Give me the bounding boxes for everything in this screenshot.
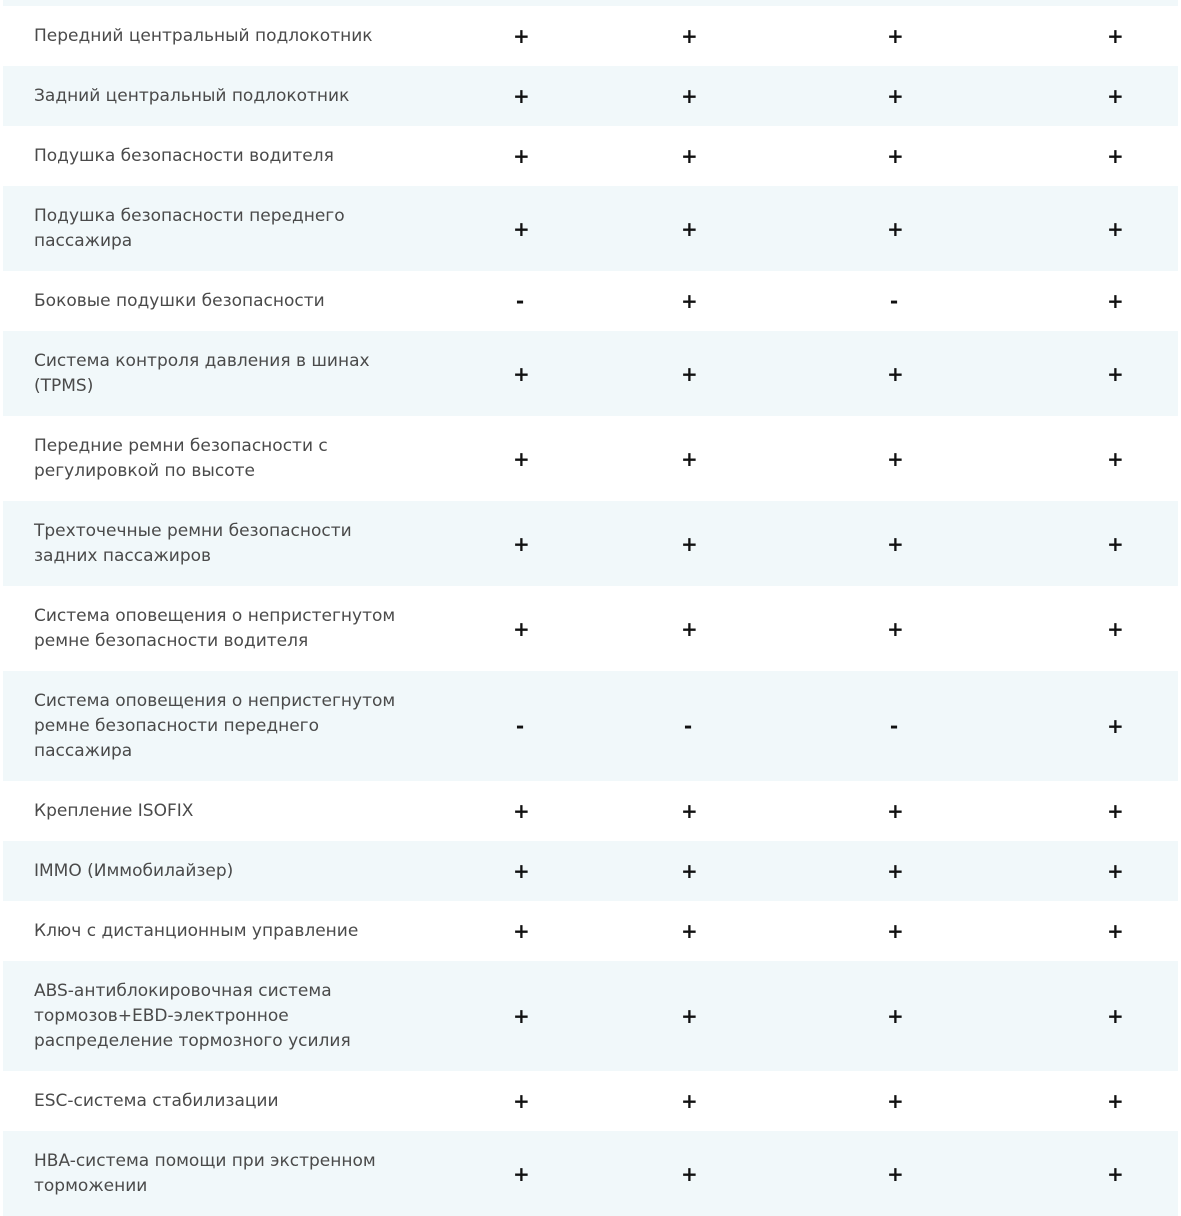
row-label: ABS-антиблокировочная система тормозов+EBD-электронное распределение тормозного усилия <box>3 961 433 1071</box>
row-label: Трехточечные ремни безопасности задних пассажиров <box>3 501 433 586</box>
row-label: HBA-система помощи при экстренном торможении <box>3 1131 433 1216</box>
trim-3-value: + <box>769 66 1021 126</box>
trim-2-value: + <box>681 24 698 48</box>
trim-1-value: + <box>433 331 601 416</box>
trim-2-value: + <box>681 446 698 471</box>
trim-2-value: + <box>681 144 698 168</box>
trim-4-value: + <box>1107 919 1124 943</box>
trim-2-value: + <box>601 841 769 901</box>
trim-4-value: + <box>1021 331 1178 416</box>
equipment-comparison-table <box>3 6 1178 1216</box>
row-label: Система контроля давления в шинах (TPMS) <box>3 331 433 416</box>
trim-1-value: + <box>433 961 601 1071</box>
table-row <box>3 1071 1178 1131</box>
trim-2-value: + <box>601 1131 769 1216</box>
table-row <box>3 901 1178 961</box>
trim-1-value: - <box>433 671 601 781</box>
row-label: Подушка безопасности переднего пассажира <box>3 186 433 271</box>
table-row <box>3 416 1178 501</box>
trim-3-value: + <box>887 616 904 641</box>
row-label: Передний центральный подлокотник <box>34 25 373 46</box>
trim-1-value: + <box>513 919 530 943</box>
trim-2-value: + <box>601 331 769 416</box>
trim-1-value: + <box>433 1131 601 1216</box>
trim-4-value: + <box>1021 841 1178 901</box>
trim-1-value: - <box>515 289 525 313</box>
table-row <box>3 781 1178 841</box>
row-label: Система оповещения о непристегнутом ремне безопасности водителя <box>34 605 396 651</box>
trim-3-value: - <box>889 289 899 313</box>
trim-4-value: + <box>1107 289 1124 313</box>
trim-2-value: + <box>601 186 769 271</box>
table-row <box>3 271 1178 331</box>
trim-1-value: + <box>433 66 601 126</box>
trim-2-value: + <box>681 289 698 313</box>
row-label: IMMO (Иммобилайзер) <box>3 841 433 901</box>
table-row <box>3 126 1178 186</box>
trim-3-value: + <box>887 144 904 168</box>
trim-1-value: + <box>433 186 601 271</box>
row-label: Задний центральный подлокотник <box>3 66 433 126</box>
table-row <box>3 841 1178 901</box>
trim-3-value: + <box>769 1131 1021 1216</box>
trim-4-value: + <box>1107 446 1124 471</box>
table-row <box>3 6 1178 66</box>
trim-4-value: + <box>1107 616 1124 641</box>
trim-1-value: + <box>513 616 530 641</box>
trim-3-value: + <box>769 186 1021 271</box>
table-row <box>3 961 1178 1071</box>
trim-4-value: + <box>1021 66 1178 126</box>
table-row <box>3 331 1178 416</box>
trim-1-value: + <box>513 799 530 823</box>
trim-3-value: + <box>887 446 904 471</box>
trim-3-value: - <box>769 671 1021 781</box>
table-row <box>3 1131 1178 1216</box>
table-row <box>3 671 1178 781</box>
table-row <box>3 66 1178 126</box>
trim-2-value: + <box>601 961 769 1071</box>
trim-2-value: - <box>601 671 769 781</box>
trim-3-value: + <box>769 331 1021 416</box>
row-label: Система оповещения о непристегнутом ремне безопасности переднего пассажира <box>3 671 433 781</box>
trim-2-value: + <box>681 616 698 641</box>
trim-1-value: + <box>513 1089 530 1113</box>
trim-3-value: + <box>887 799 904 823</box>
trim-3-value: + <box>769 961 1021 1071</box>
trim-2-value: + <box>681 919 698 943</box>
trim-2-value: + <box>601 501 769 586</box>
table-row <box>3 586 1178 671</box>
trim-4-value: + <box>1021 186 1178 271</box>
trim-3-value: + <box>887 919 904 943</box>
trim-4-value: + <box>1021 1131 1178 1216</box>
row-label: Крепление ISOFIX <box>34 800 194 821</box>
trim-3-value: + <box>769 841 1021 901</box>
trim-4-value: + <box>1107 24 1124 48</box>
row-label: Подушка безопасности водителя <box>34 145 334 166</box>
trim-3-value: + <box>887 1089 904 1113</box>
trim-2-value: + <box>681 1089 698 1113</box>
trim-1-value: + <box>513 144 530 168</box>
row-label: Ключ с дистанционным управление <box>34 920 359 941</box>
trim-4-value: + <box>1107 144 1124 168</box>
trim-3-value: + <box>887 24 904 48</box>
trim-4-value: + <box>1021 501 1178 586</box>
trim-4-value: + <box>1021 961 1178 1071</box>
trim-1-value: + <box>513 446 530 471</box>
trim-1-value: + <box>433 841 601 901</box>
trim-1-value: + <box>433 501 601 586</box>
trim-4-value: + <box>1021 671 1178 781</box>
trim-4-value: + <box>1107 799 1124 823</box>
trim-3-value: + <box>769 501 1021 586</box>
trim-2-value: + <box>681 799 698 823</box>
row-label: Передние ремни безопасности с регулировкой по высоте <box>34 435 328 481</box>
trim-1-value: + <box>513 24 530 48</box>
row-label: ESC-система стабилизации <box>34 1090 279 1111</box>
trim-2-value: + <box>601 66 769 126</box>
table-row <box>3 186 1178 271</box>
table-row <box>3 501 1178 586</box>
row-label: Боковые подушки безопасности <box>34 290 325 311</box>
trim-4-value: + <box>1107 1089 1124 1113</box>
